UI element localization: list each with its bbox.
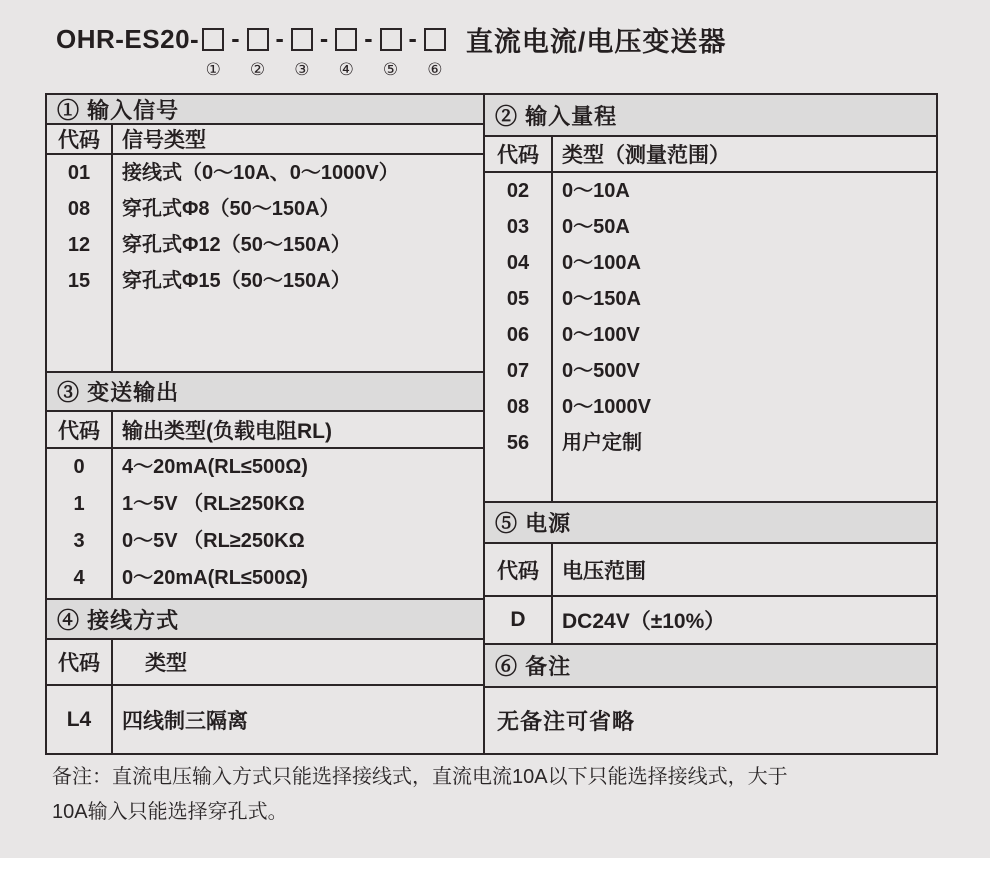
code-box-6 — [424, 28, 446, 79]
type-value: 穿孔式Φ8（50～150A） — [122, 198, 340, 220]
code-value: L4 — [47, 686, 113, 753]
product-code-title — [56, 16, 727, 79]
output-body — [47, 449, 483, 600]
code-value: 01 — [67, 162, 91, 184]
type-value: 0～500V — [562, 360, 640, 382]
code-column-header: 代码 — [47, 125, 113, 153]
code-placeholder-box — [380, 28, 402, 51]
marker-4: ④ — [338, 59, 354, 79]
code-value: 1 — [73, 493, 85, 515]
product-name: 直流电流/电压变送器 — [465, 26, 727, 57]
bottom-strip — [0, 858, 990, 869]
type-value: 0～20mA(RL≤500Ω) — [122, 567, 308, 589]
footnote-line-1: 备注：直流电压输入方式只能选择接线式，直流电流10A以下只能选择接线式，大于 — [52, 766, 788, 788]
type-value: 0～5V （RL≥250KΩ — [122, 530, 305, 552]
column-header-row — [485, 544, 936, 597]
section-header-input-signal: ① 输入信号 — [47, 95, 483, 125]
dash: - — [364, 24, 373, 53]
section-header-wiring: ④ 接线方式 — [47, 600, 483, 640]
dash: - — [408, 24, 417, 53]
code-value: 0 — [73, 456, 85, 478]
column-header-row — [47, 125, 483, 155]
type-value: 0～1000V — [562, 396, 651, 418]
table-left-column — [47, 95, 485, 753]
type-value: 0～100A — [562, 252, 641, 274]
section-header-power: ⑤ 电源 — [485, 503, 936, 544]
code-value: 03 — [506, 216, 530, 238]
code-placeholder-box — [247, 28, 269, 51]
type-value: 0～150A — [562, 288, 641, 310]
code-value: 02 — [506, 180, 530, 202]
code-value: 07 — [506, 360, 530, 382]
type-value: 穿孔式Φ15（50～150A） — [122, 270, 351, 292]
section-header-output: ③ 变送输出 — [47, 373, 483, 412]
marker-5: ⑤ — [382, 59, 399, 79]
type-value: DC24V（±10%） — [562, 610, 726, 633]
footnote — [52, 760, 947, 830]
type-column-header: 类型（测量范围） — [562, 144, 730, 167]
type-column-header: 电压范围 — [562, 559, 646, 583]
column-header-row — [47, 412, 483, 449]
code-list — [47, 155, 113, 371]
code-list — [485, 173, 553, 501]
type-list — [113, 449, 483, 598]
type-value: 0～100V — [562, 324, 640, 346]
code-column-header: 代码 — [47, 640, 113, 684]
table-row — [47, 686, 483, 753]
code-value: 56 — [506, 432, 530, 454]
code-placeholder-box — [335, 28, 357, 51]
code-column-header: 代码 — [485, 544, 553, 595]
marker-6: ⑥ — [427, 59, 443, 79]
type-value: 接线式（0～10A、0～1000V） — [122, 162, 399, 184]
code-column-header: 代码 — [47, 412, 113, 447]
code-box-1 — [202, 28, 224, 79]
code-value: 05 — [506, 288, 530, 310]
type-value: 0～10A — [562, 180, 630, 202]
code-value: 4 — [73, 567, 85, 589]
code-placeholder-box — [424, 28, 446, 51]
type-column-header: 类型 — [145, 652, 187, 675]
marker-3: ③ — [294, 59, 310, 79]
code-placeholder-box — [202, 28, 224, 51]
marker-1: ① — [205, 59, 221, 79]
code-value: 04 — [506, 252, 530, 274]
type-list — [113, 155, 483, 371]
table-row — [485, 597, 936, 645]
code-value: 06 — [506, 324, 530, 346]
type-value: 用户定制 — [562, 432, 642, 454]
code-value: 08 — [67, 198, 91, 220]
type-value: 1～5V （RL≥250KΩ — [122, 493, 305, 515]
remark-note: 无备注可省略 — [497, 709, 636, 734]
section-header-input-range: ② 输入量程 — [485, 95, 936, 137]
code-value: 3 — [73, 530, 85, 552]
marker-2: ② — [249, 59, 266, 79]
column-header-row — [485, 137, 936, 173]
code-box-4 — [335, 28, 357, 79]
code-list — [47, 449, 113, 598]
code-box-2 — [247, 28, 269, 79]
type-column-header: 信号类型 — [122, 129, 206, 152]
ordering-code-table — [45, 93, 938, 755]
code-value: 08 — [506, 396, 530, 418]
code-box-5 — [380, 28, 402, 79]
section-header-remark: ⑥ 备注 — [485, 645, 936, 688]
code-column-header: 代码 — [485, 137, 553, 171]
type-value: 四线制三隔离 — [122, 709, 248, 733]
code-value: 15 — [67, 270, 91, 292]
type-value: 4～20mA(RL≤500Ω) — [122, 456, 308, 478]
input-signal-body — [47, 155, 483, 373]
code-placeholder-box — [291, 28, 313, 51]
type-list — [553, 173, 936, 501]
type-value: 0～50A — [562, 216, 630, 238]
model-prefix: OHR-ES20- — [56, 23, 200, 54]
code-box-3 — [291, 28, 313, 79]
table-right-column — [485, 95, 936, 753]
type-value: 穿孔式Φ12（50～150A） — [122, 234, 351, 256]
type-column-header: 输出类型(负载电阻RL) — [122, 419, 332, 443]
dash: - — [319, 24, 329, 53]
code-value: D — [485, 597, 553, 643]
column-header-row — [47, 640, 483, 686]
footnote-line-2: 10A输入只能选择穿孔式。 — [52, 801, 288, 823]
dash: - — [275, 24, 284, 53]
input-range-body — [485, 173, 936, 503]
code-value: 12 — [67, 234, 91, 256]
dash: - — [231, 24, 240, 53]
